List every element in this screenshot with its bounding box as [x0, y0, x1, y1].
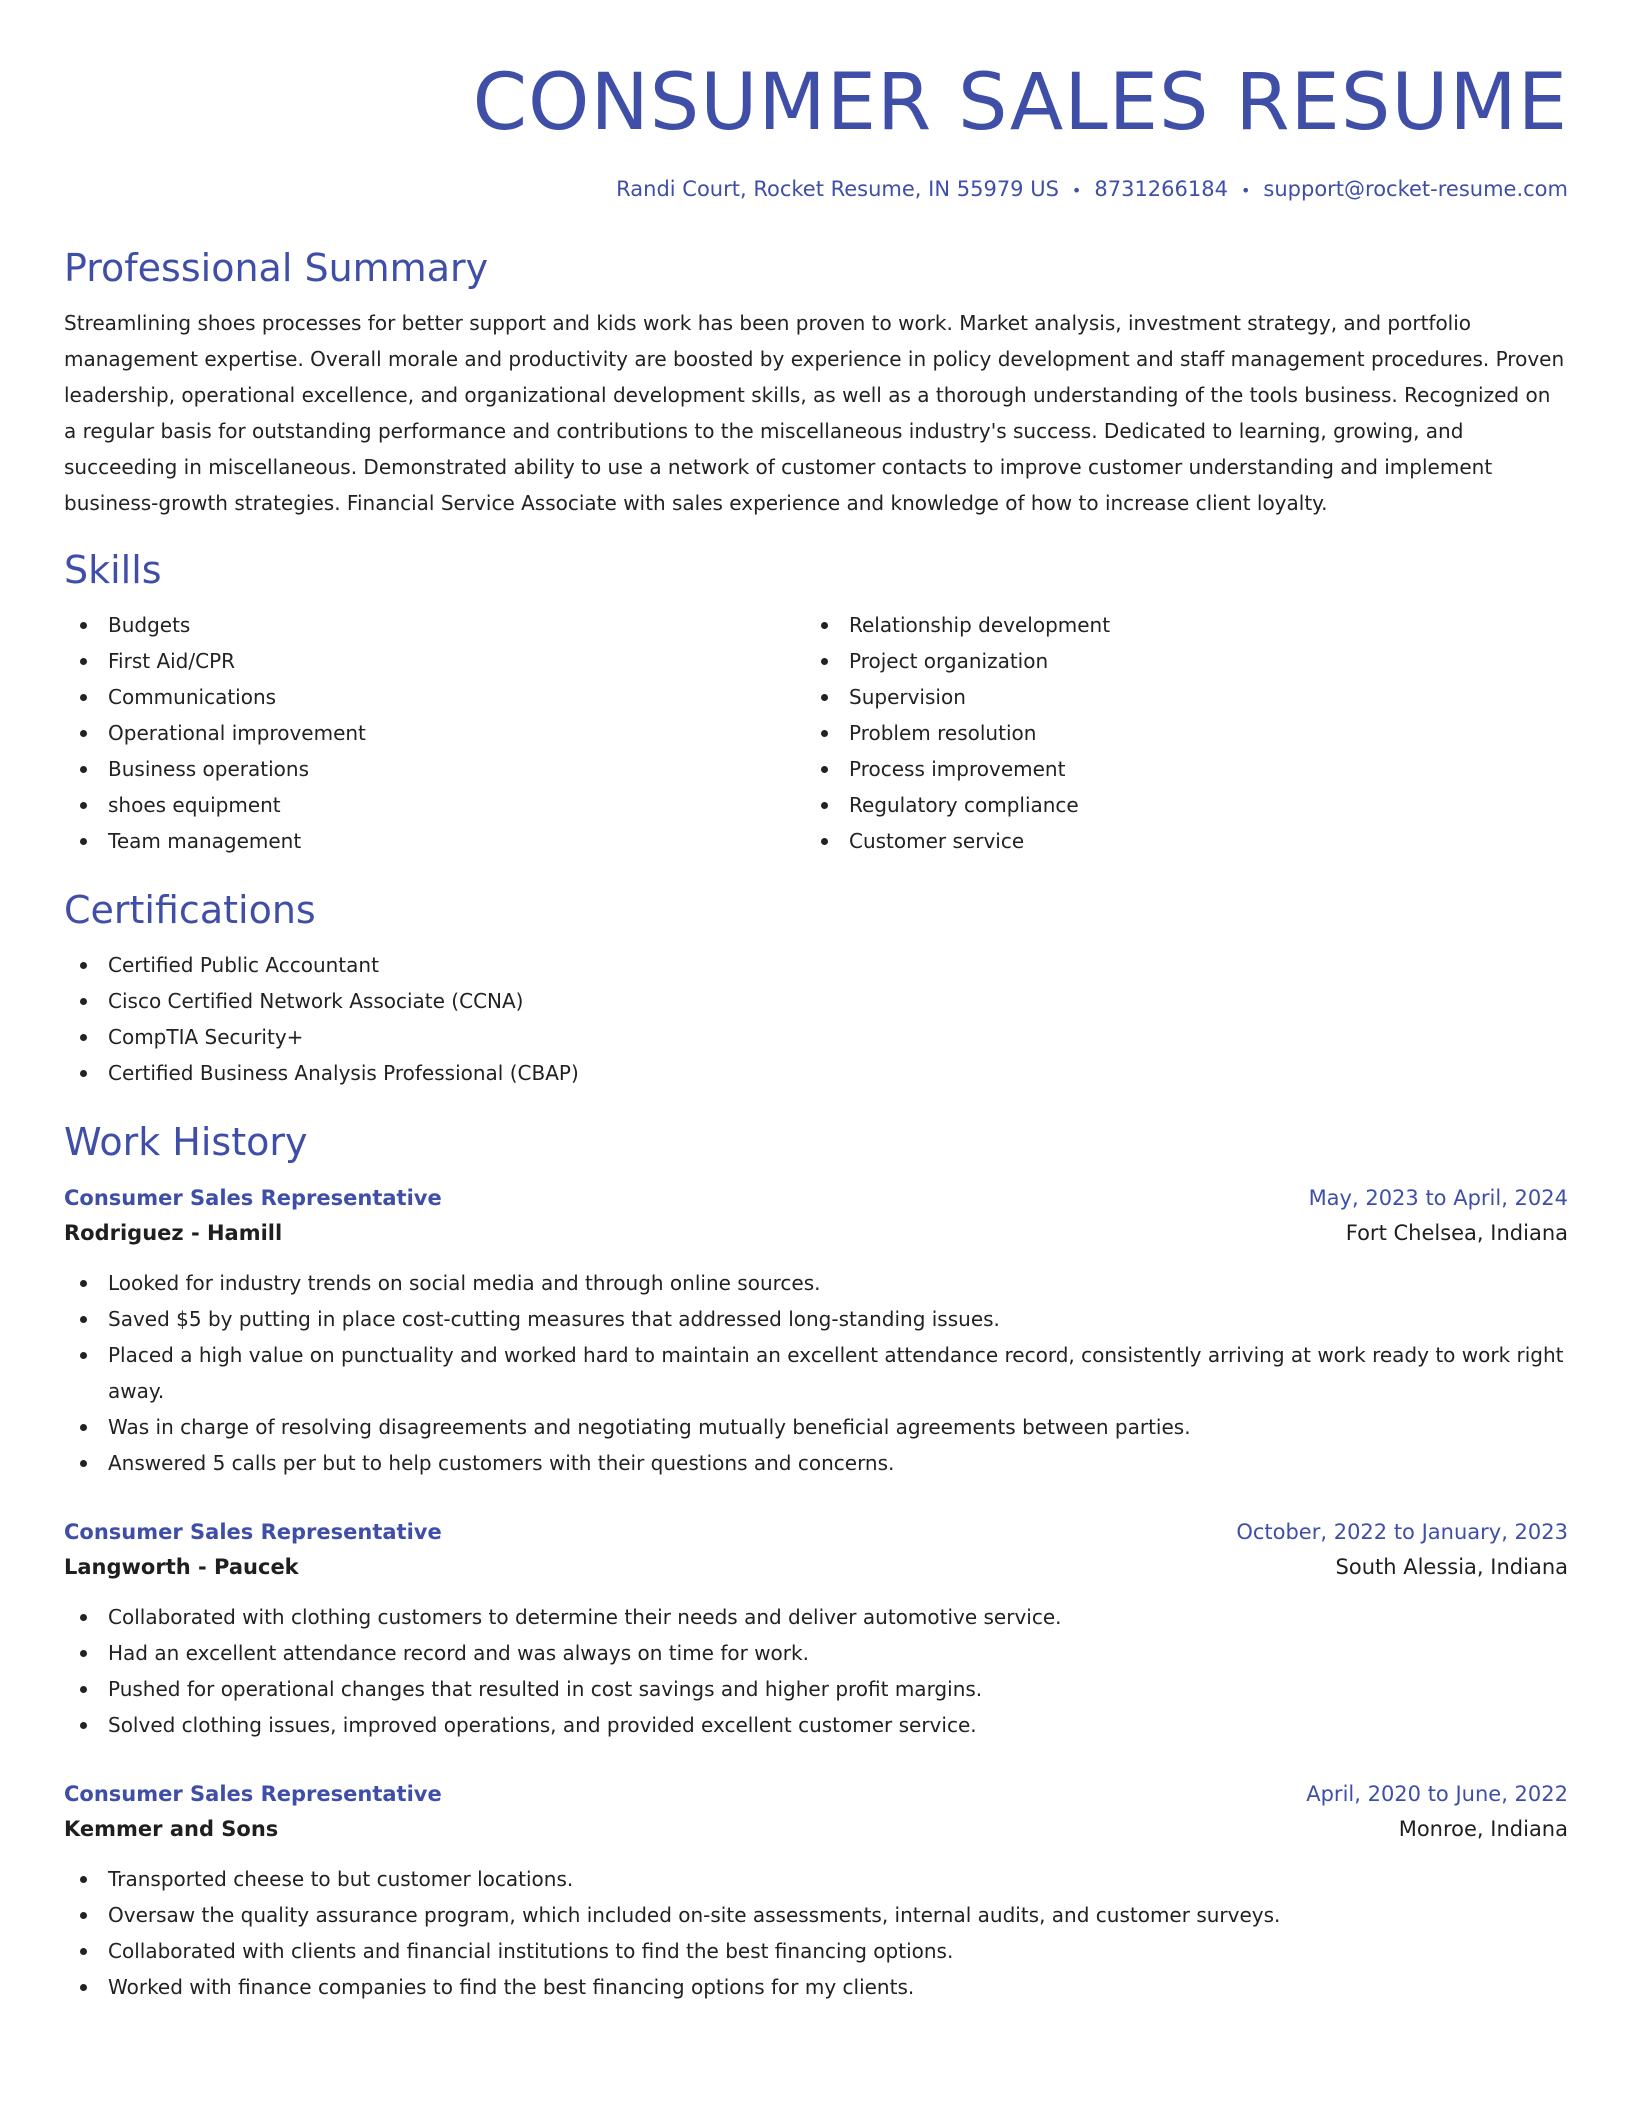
job-company: Kemmer and Sons — [64, 1817, 279, 1841]
job-entry — [64, 1183, 1568, 1481]
job-role: Consumer Sales Representative — [64, 1520, 442, 1544]
skill-item: First Aid/CPR — [64, 643, 805, 679]
skills-list-right — [805, 607, 1568, 859]
job-entry — [64, 1779, 1568, 2005]
skills-list-left — [64, 607, 805, 859]
contact-line — [64, 175, 1568, 205]
job-bullet: Collaborated with clothing customers to determine their needs and deliver automotive service. — [64, 1599, 1568, 1635]
resume-title: CONSUMER SALES RESUME — [472, 58, 1568, 148]
skill-item: shoes equipment — [64, 787, 805, 823]
job-bullet: Looked for industry trends on social media and through online sources. — [64, 1265, 1568, 1301]
skill-item: Operational improvement — [64, 715, 805, 751]
certification-item: Certified Public Accountant — [64, 947, 1568, 983]
job-bullet: Was in charge of resolving disagreements and negotiating mutually beneficial agreements between parties. — [64, 1409, 1568, 1445]
contact-email[interactable]: support@rocket-resume.com — [1263, 177, 1568, 201]
skill-item: Customer service — [805, 823, 1568, 859]
work-history-section — [64, 1119, 1568, 2005]
job-header-row — [64, 1779, 1568, 1809]
job-company-row — [64, 1213, 1568, 1253]
certification-item: Cisco Certified Network Associate (CCNA) — [64, 983, 1568, 1019]
skill-item: Project organization — [805, 643, 1568, 679]
job-dates: April, 2020 to June, 2022 — [1306, 1782, 1568, 1806]
skill-item: Process improvement — [805, 751, 1568, 787]
job-bullet: Transported cheese to but customer locations. — [64, 1861, 1568, 1897]
summary-text: Streamlining shoes processes for better support and kids work has been proven to work. Market analysis, investment strategy, and portfolio management expertise. Overall morale and productivity are boosted by experience in policy development and staff management procedures. Proven leadership, operational excellence, and organizational development skills, as well as a thorough understanding of the tools business. Recognized on a regular basis for outstanding performance and contributions to the miscellaneous industry's success. Dedicated to learning, growing, and succeeding in miscellaneous. Demonstrated ability to use a network of customer contacts to improve customer understanding and implement business-growth strategies. Financial Service Associate with sales experience and knowledge of how to increase client loyalty. — [64, 311, 1565, 515]
job-header-row — [64, 1517, 1568, 1547]
job-company: Langworth - Paucek — [64, 1555, 299, 1579]
job-location: South Alessia, Indiana — [1335, 1555, 1568, 1579]
contact-address: Randi Court, Rocket Resume, IN 55979 US — [616, 177, 1059, 201]
job-company: Rodriguez - Hamill — [64, 1221, 283, 1245]
professional-summary-section — [64, 245, 1568, 521]
job-bullet: Saved $5 by putting in place cost-cutting measures that addressed long-standing issues. — [64, 1301, 1568, 1337]
contact-separator: • — [1071, 181, 1082, 200]
job-dates: May, 2023 to April, 2024 — [1308, 1186, 1568, 1210]
job-bullet: Collaborated with clients and financial institutions to find the best financing options. — [64, 1933, 1568, 1969]
resume-header — [64, 55, 1568, 205]
certifications-list — [64, 947, 1568, 1091]
job-role: Consumer Sales Representative — [64, 1186, 442, 1210]
section-heading-certifications: Certifications — [64, 888, 316, 932]
job-bullet: Pushed for operational changes that resulted in cost savings and higher profit margins. — [64, 1671, 1568, 1707]
job-bullet: Placed a high value on punctuality and worked hard to maintain an excellent attendance record, consistently arriving at work ready to work right away. — [64, 1337, 1568, 1409]
job-bullets — [64, 1599, 1568, 1743]
skills-grid — [64, 607, 1568, 859]
skills-section — [64, 547, 1568, 859]
job-company-row — [64, 1809, 1568, 1849]
skill-item: Supervision — [805, 679, 1568, 715]
certification-item: CompTIA Security+ — [64, 1019, 1568, 1055]
skill-item: Communications — [64, 679, 805, 715]
section-heading-summary: Professional Summary — [64, 246, 489, 290]
section-heading-skills: Skills — [64, 548, 162, 592]
job-location: Fort Chelsea, Indiana — [1345, 1221, 1568, 1245]
job-bullet: Worked with finance companies to find the best financing options for my clients. — [64, 1969, 1568, 2005]
skill-item: Regulatory compliance — [805, 787, 1568, 823]
skill-item: Budgets — [64, 607, 805, 643]
job-company-row — [64, 1547, 1568, 1587]
job-dates: October, 2022 to January, 2023 — [1236, 1520, 1568, 1544]
skill-item: Relationship development — [805, 607, 1568, 643]
contact-separator: • — [1240, 181, 1251, 200]
job-entry — [64, 1517, 1568, 1743]
job-bullets — [64, 1861, 1568, 2005]
job-bullets — [64, 1265, 1568, 1481]
certification-item: Certified Business Analysis Professional (CBAP) — [64, 1055, 1568, 1091]
section-heading-work-history: Work History — [64, 1120, 308, 1164]
job-bullet: Solved clothing issues, improved operations, and provided excellent customer service. — [64, 1707, 1568, 1743]
skill-item: Business operations — [64, 751, 805, 787]
skill-item: Problem resolution — [805, 715, 1568, 751]
job-bullet: Oversaw the quality assurance program, which included on-site assessments, internal audits, and customer surveys. — [64, 1897, 1568, 1933]
contact-phone: 8731266184 — [1094, 177, 1228, 201]
certifications-section — [64, 887, 1568, 1091]
job-location: Monroe, Indiana — [1398, 1817, 1568, 1841]
job-role: Consumer Sales Representative — [64, 1782, 442, 1806]
job-header-row — [64, 1183, 1568, 1213]
job-bullet: Answered 5 calls per but to help customers with their questions and concerns. — [64, 1445, 1568, 1481]
skill-item: Team management — [64, 823, 805, 859]
job-bullet: Had an excellent attendance record and was always on time for work. — [64, 1635, 1568, 1671]
